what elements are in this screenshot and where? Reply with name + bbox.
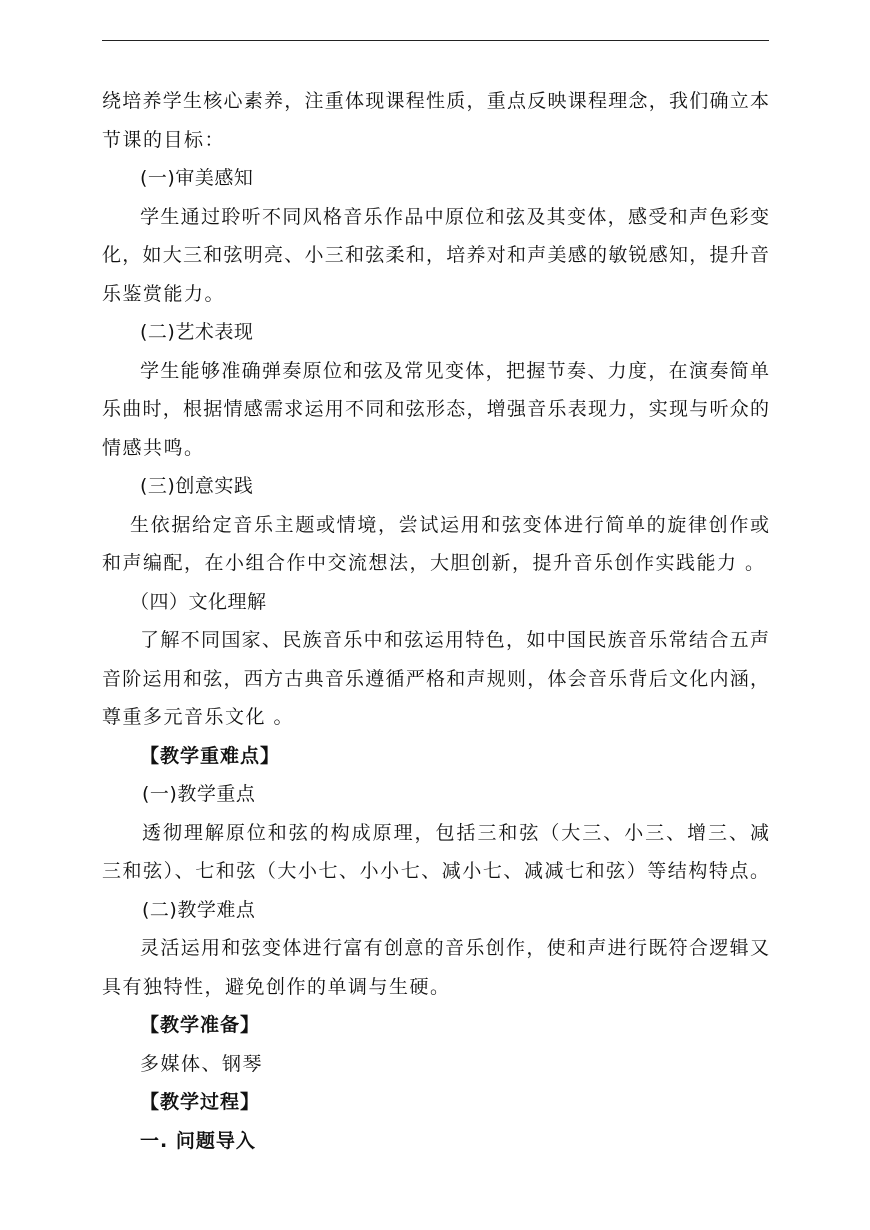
goal-aesthetic-line-1: 学生通过聆听不同风格音乐作品中原位和弦及其变体，感受和声色彩变 — [140, 205, 769, 228]
intro-line-1: 绕培养学生核心素养，注重体现课程性质，重点反映课程理念，我们确立本 — [102, 90, 769, 112]
difficulty-heading: (二)教学难点 — [142, 898, 256, 921]
key-heading: (一)教学重点 — [142, 783, 256, 805]
difficulty-line-1: 灵活运用和弦变体进行富有创意的音乐创作，使和声进行既符合逻辑又 — [140, 937, 769, 959]
goal-creative-line-1: 生依据给定音乐主题或情境，尝试运用和弦变体进行简单的旋律创作或 — [130, 513, 769, 536]
key-line-2: 三和弦）、七和弦（大小七、小小七、减小七、减减七和弦）等结构特点。 — [102, 860, 769, 882]
prep-title: 【教学准备】 — [140, 1014, 261, 1036]
difficulty-line-2: 具有独特性，避免创作的单调与生硬。 — [102, 975, 451, 998]
goal-aesthetic-line-2: 化，如大三和弦明亮、小三和弦柔和，培养对和声美感的敏锐感知，提升音 — [102, 244, 769, 266]
goal-creative-heading: (三)创意实践 — [140, 475, 254, 497]
goal-culture-line-3: 尊重多元音乐文化 。 — [102, 706, 295, 728]
goal-creative-line-2: 和声编配，在小组合作中交流想法，大胆创新，提升音乐创作实践能力 。 — [102, 552, 766, 574]
header-rule — [102, 40, 769, 41]
key-line-1: 透彻理解原位和弦的构成原理，包括三和弦（大三、小三、增三、减 — [142, 821, 769, 844]
intro-line-2: 节课的目标： — [102, 128, 226, 151]
goal-art-line-2: 乐曲时，根据情感需求运用不同和弦形态，增强音乐表现力，实现与听众的 — [102, 398, 769, 420]
document-body — [102, 82, 769, 1160]
goal-art-line-3: 情感共鸣。 — [102, 436, 205, 459]
goal-art-heading: (二)艺术表现 — [140, 321, 254, 343]
process-title: 【教学过程】 — [140, 1091, 261, 1113]
goal-culture-line-1: 了解不同国家、民族音乐中和弦运用特色，如中国民族音乐常结合五声 — [140, 629, 769, 651]
goal-culture-heading: （四）文化理解 — [130, 590, 267, 613]
process-step-1: 一. 问题导入 — [140, 1129, 256, 1152]
goal-culture-line-2: 音阶运用和弦，西方古典音乐遵循严格和声规则，体会音乐背后文化内涵， — [102, 667, 769, 690]
prep-text: 多媒体、钢琴 — [140, 1052, 264, 1075]
goal-aesthetic-heading: (一)审美感知 — [140, 167, 254, 189]
goal-aesthetic-line-3: 乐鉴赏能力。 — [102, 282, 226, 305]
goal-art-line-1: 学生能够准确弹奏原位和弦及常见变体，把握节奏、力度，在演奏简单 — [140, 359, 769, 382]
keypoints-title: 【教学重难点】 — [140, 744, 281, 767]
